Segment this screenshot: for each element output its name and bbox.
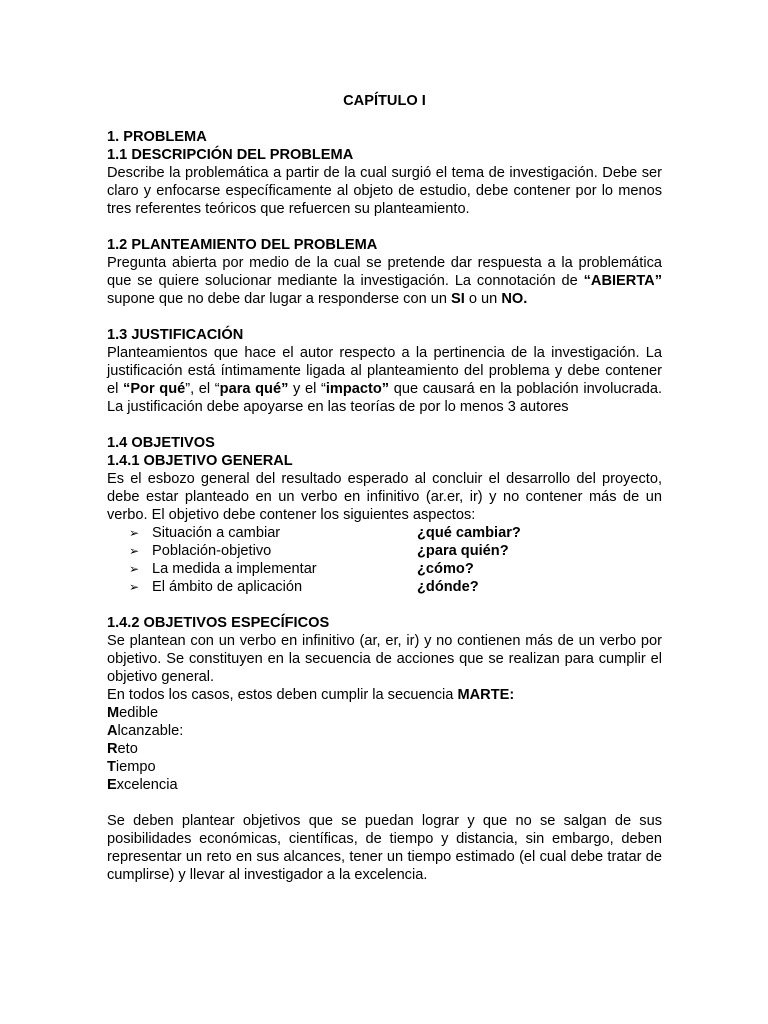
marte-letter: R [107, 741, 118, 757]
aspect-label: El ámbito de aplicación [152, 579, 303, 595]
chapter-title: CAPÍTULO I [343, 93, 426, 109]
section-1-3-heading: 1.3 JUSTIFICACIÓN [107, 327, 244, 343]
si-bold: SI [451, 291, 465, 307]
section-1-3-text-a: Planteamientos que hace el autor respecto a la pertinencia de la investigación. La justificación está íntimamente ligada al planteamiento del problema y debe contener el [107, 345, 662, 397]
aspect-question: ¿cómo? [417, 561, 474, 577]
marte-word: xcelencia [116, 777, 178, 793]
marte-word: lcanzable: [117, 723, 184, 739]
section-1-1-heading: 1.1 DESCRIPCIÓN DEL PROBLEMA [107, 147, 354, 163]
marte-item [107, 758, 662, 776]
marte-word: eto [117, 741, 138, 757]
marte-word: edible [119, 705, 159, 721]
section-1-3-text-d: que causará en la población involucrada. La justificación debe apoyarse en las teorías de por lo menos 3 autores [107, 381, 663, 415]
aspect-label: Situación a cambiar [152, 525, 281, 541]
section-1-4-2-heading: 1.4.2 OBJETIVOS ESPECÍFICOS [107, 615, 330, 631]
section-1-heading: 1. PROBLEMA [107, 129, 207, 145]
marte-letter: A [107, 723, 118, 739]
marte-intro [107, 686, 662, 704]
aspect-question: ¿qué cambiar? [417, 525, 521, 541]
aspects-list [107, 524, 662, 596]
porque-bold: “Por qué [123, 381, 186, 397]
list-item [107, 560, 662, 578]
paraque-bold: para qué” [219, 381, 289, 397]
marte-item [107, 722, 662, 740]
marte-word: iempo [115, 759, 156, 775]
section-1-4-1-text: Es el esbozo general del resultado esperado al concluir el desarrollo del proyecto, debe estar planteado en un verbo en infinitivo (ar.er, ir) y no contener más de un verbo. El objetivo debe contener los siguientes aspectos: [107, 471, 662, 523]
arrow-bullet-icon: ➢ [129, 544, 140, 558]
section-1-3-text [107, 344, 662, 416]
marte-item [107, 704, 662, 722]
section-1-3-text-c: y el “ [288, 381, 326, 397]
list-item [107, 578, 662, 596]
aspect-label: Población-objetivo [152, 543, 272, 559]
marte-item [107, 776, 662, 794]
section-1-1-text: Describe la problemática a partir de la cual surgió el tema de investigación. Debe ser claro y enfocarse específicamente al objeto de estudio, debe contener por lo menos tres referentes teóricos que refuercen su planteamiento. [107, 165, 662, 217]
arrow-bullet-icon: ➢ [129, 562, 140, 576]
section-1-4-heading: 1.4 OBJETIVOS [107, 435, 215, 451]
marte-letter: T [107, 759, 116, 775]
section-1-2-text [107, 254, 662, 308]
arrow-bullet-icon: ➢ [129, 526, 140, 540]
impacto-bold: impacto” [325, 381, 390, 397]
section-1-4-2-text: Se plantean con un verbo en infinitivo (ar, er, ir) y no contienen más de un verbo por objetivo. Se constituyen en la secuencia de acciones que se realizan para cumplir el objetivo general. [107, 633, 662, 685]
aspect-question: ¿dónde? [417, 579, 479, 595]
section-1-2-heading: 1.2 PLANTEAMIENTO DEL PROBLEMA [107, 237, 378, 253]
section-1-3-text-b: ”, el “ [185, 381, 220, 397]
no-bold: NO. [501, 291, 528, 307]
section-1-2-text-c: o un [464, 291, 502, 307]
abierta-bold: “ABIERTA” [583, 273, 662, 289]
section-1-4-1-heading: 1.4.1 OBJETIVO GENERAL [107, 453, 293, 469]
marte-bold: MARTE: [457, 687, 515, 703]
section-1-2-text-b: supone que no debe dar lugar a responderse con un [107, 291, 452, 307]
marte-item [107, 740, 662, 758]
marte-intro-text: En todos los casos, estos deben cumplir la secuencia [107, 687, 458, 703]
list-item [107, 542, 662, 560]
document-page [107, 92, 662, 884]
arrow-bullet-icon: ➢ [129, 580, 140, 594]
marte-letter: E [107, 777, 117, 793]
section-1-2-text-a: Pregunta abierta por medio de la cual se pretende dar respuesta a la problemática que se quiere solucionar mediante la investigación. La connotación de [107, 255, 662, 289]
aspect-question: ¿para quién? [417, 543, 509, 559]
aspect-label: La medida a implementar [152, 561, 317, 577]
closing-paragraph: Se deben plantear objetivos que se puedan lograr y que no se salgan de sus posibilidades económicas, científicas, de tiempo y distancia, sin embargo, deben representar un reto en sus alcances, tener un tiempo estimado (el cual debe tratar de cumplirse) y llevar al investigador a la excelencia. [107, 813, 662, 883]
marte-letter: M [107, 705, 120, 721]
list-item [107, 524, 662, 542]
